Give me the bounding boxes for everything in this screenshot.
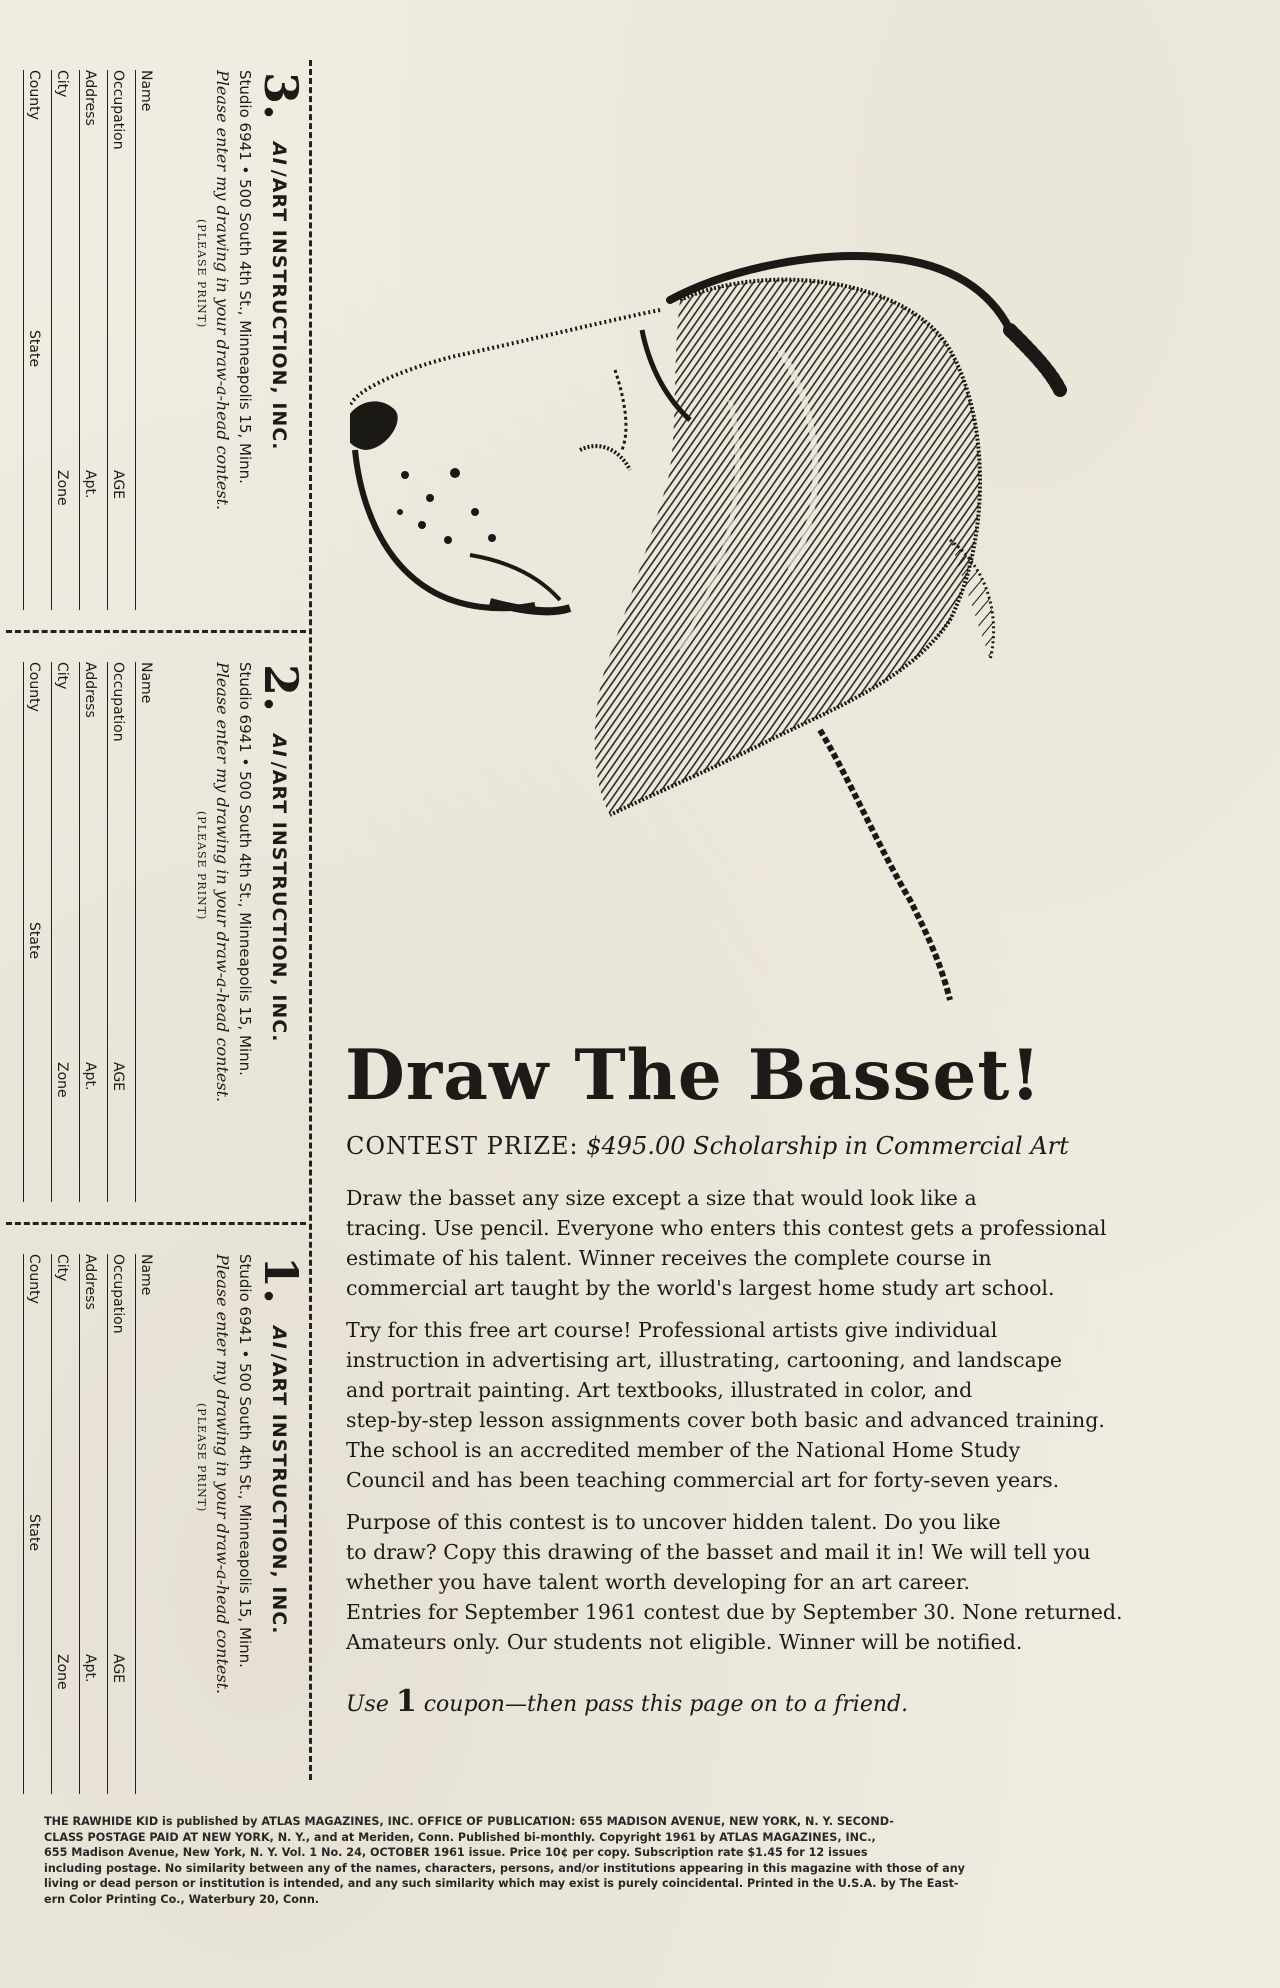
company-name: AI/ART INSTRUCTION, INC. <box>268 734 290 1043</box>
address-field[interactable]: Address Apt. <box>79 1254 104 1794</box>
occupation-field[interactable]: Occupation AGE <box>107 1254 132 1794</box>
age-label: AGE <box>110 1062 126 1092</box>
name-field[interactable]: Name <box>135 662 160 1202</box>
body-paragraph: Purpose of this contest is to uncover hidden talent. Do you like to draw? Copy this drawing of the basset and mail it in! We will tell you whether you have talent worth developing for an art career. Entries for September 1961 contest due by September 30. None returned. Amateurs only. Our students not eligible. Winner will be notified. <box>346 1510 1123 1654</box>
studio-address: Studio 6941 • 500 South 4th St., Minneapolis 15, Minn. <box>236 70 254 484</box>
city-field[interactable]: City Zone <box>51 1254 76 1794</box>
entry-coupon-3[interactable] <box>0 64 312 624</box>
body-paragraph: Draw the basset any size except a size that would look like a tracing. Use pencil. Everyone who enters this contest gets a professional estimate of his talent. Winner receives the complete course in commercial art taught by the world's largest home study art school. <box>346 1186 1107 1300</box>
please-print-note: (PLEASE PRINT) <box>195 811 208 921</box>
coupon-divider <box>6 630 306 633</box>
city-field[interactable]: City Zone <box>51 70 76 610</box>
coupon-instruction: Please enter my drawing in your draw-a-head contest. <box>213 1254 232 1695</box>
address-field[interactable]: Address Apt. <box>79 662 104 1202</box>
studio-address: Studio 6941 • 500 South 4th St., Minneapolis 15, Minn. <box>236 1254 254 1668</box>
zone-label: Zone <box>54 470 70 506</box>
contest-prize <box>346 1132 1246 1160</box>
headline: Draw The Basset! <box>345 1035 1042 1116</box>
prize-label: CONTEST PRIZE: <box>346 1132 579 1160</box>
company-name: AI/ART INSTRUCTION, INC. <box>268 142 290 451</box>
age-label: AGE <box>110 470 126 500</box>
basset-hound-head-drawing <box>350 240 1250 1010</box>
name-field[interactable]: Name <box>135 1254 160 1794</box>
body-paragraph: Try for this free art course! Professional artists give individual instruction in advertising art, illustrating, cartooning, and landscape and portrait painting. Art textbooks, illustrated in color, and step-by-step lesson assignments cover both basic and advanced training. The school is an accredited member of the National Home Study Council and has been teaching commercial art for forty-seven years. <box>346 1318 1105 1492</box>
ai-logo-icon: AI <box>268 734 290 758</box>
entry-coupon-2[interactable] <box>0 656 312 1216</box>
zone-label: Zone <box>54 1062 70 1098</box>
occupation-field[interactable]: Occupation AGE <box>107 662 132 1202</box>
coupon-instruction: Please enter my drawing in your draw-a-head contest. <box>213 70 232 511</box>
apt-label: Apt. <box>82 470 98 499</box>
publication-footer: THE RAWHIDE KID is published by ATLAS MAGAZINES, INC. OFFICE OF PUBLICATION: 655 MADISON AVENUE, NEW YORK, N. Y. SECOND- CLASS POSTAGE PAID AT NEW YORK, N. Y., and at Meriden, Conn. Published bi-monthly. Copyright 1961 by ATLAS MAGAZINES, INC., 655 Madison Avenue, New York, N. Y. Vol. 1 No. 24, OCTOBER 1961 issue. Price 10¢ per copy. Subscription rate $1.45 for 12 issues including postage. No similarity between any of the names, characters, persons, and/or institutions appearing in this magazine with those of any living or dead person or institution is intended, and any such similarity which may exist is purely coincidental. Printed in the U.S.A. by The East- ern Color Printing Co., Waterbury 20, Conn. <box>44 1815 965 1906</box>
prize-value: $495.00 Scholarship in Commercial Art <box>586 1132 1069 1160</box>
name-field[interactable]: Name <box>135 70 160 610</box>
coupon-tagline: Use 1 coupon—then pass this page on to a friend. <box>346 1684 909 1719</box>
ai-logo-icon: AI <box>268 1326 290 1350</box>
please-print-note: (PLEASE PRINT) <box>195 219 208 329</box>
state-label: State <box>26 1514 42 1552</box>
ai-logo-icon: AI <box>268 142 290 166</box>
apt-label: Apt. <box>82 1654 98 1683</box>
state-label: State <box>26 330 42 368</box>
entry-coupon-1[interactable] <box>0 1248 312 1808</box>
city-field[interactable]: City Zone <box>51 662 76 1202</box>
state-label: State <box>26 922 42 960</box>
age-label: AGE <box>110 1654 126 1684</box>
coupon-number: 2. <box>254 664 308 713</box>
company-name: AI/ART INSTRUCTION, INC. <box>268 1326 290 1635</box>
county-field[interactable]: County State <box>23 1254 48 1794</box>
studio-address: Studio 6941 • 500 South 4th St., Minneapolis 15, Minn. <box>236 662 254 1076</box>
coupon-divider <box>6 1222 306 1225</box>
zone-label: Zone <box>54 1654 70 1690</box>
please-print-note: (PLEASE PRINT) <box>195 1403 208 1513</box>
coupon-number: 3. <box>254 72 308 121</box>
occupation-field[interactable]: Occupation AGE <box>107 70 132 610</box>
address-field[interactable]: Address Apt. <box>79 70 104 610</box>
coupon-number: 1. <box>254 1256 308 1305</box>
county-field[interactable]: County State <box>23 70 48 610</box>
coupon-instruction: Please enter my drawing in your draw-a-head contest. <box>213 662 232 1103</box>
county-field[interactable]: County State <box>23 662 48 1202</box>
apt-label: Apt. <box>82 1062 98 1091</box>
